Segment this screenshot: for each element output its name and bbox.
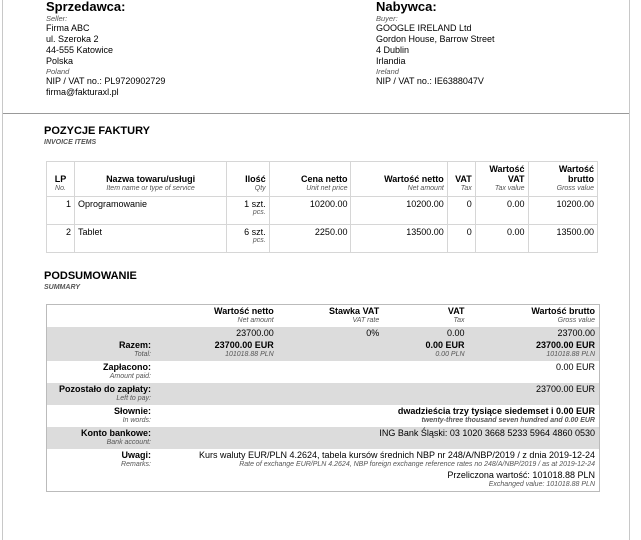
summary-bank-row <box>47 427 600 449</box>
sum-col-net: Wartość netto Net amount <box>214 306 274 324</box>
buyer-nip: NIP / VAT no.: IE6388047V <box>376 76 484 86</box>
sum-col-vat: VAT Tax <box>447 306 465 324</box>
rate-gross: 23700.00 <box>557 328 595 338</box>
row-lp: 1 <box>47 197 75 225</box>
seller-subtitle: Seller: <box>46 14 68 23</box>
table-row <box>47 197 598 225</box>
row-name: Oprogramowanie <box>74 197 226 225</box>
row-price: 10200.00 <box>269 197 351 225</box>
due-value: 23700.00 EUR <box>535 384 595 394</box>
row-vat-value: 0.00 <box>475 197 528 225</box>
seller-title: Sprzedawca: <box>46 0 126 14</box>
col-price: Cena netto Unit net price <box>269 162 351 197</box>
remarks-value: Kurs waluty EUR/PLN 4.2624, tabela kursów średnich NBP nr 248/A/NBP/2019 / z dnia 2019-12-24 Rate of exchange EUR/PLN 4.2624, NBP foreign exchange reference rates no 248/A/NBP/2019 / as at 2019-12-24 Przeliczona wartość: 101018.88 PLN Exchanged value: 101018.88 PLN <box>198 450 595 488</box>
seller-city: 44-555 Katowice <box>46 45 114 55</box>
summary-remarks-row <box>47 449 600 492</box>
sum-col-gross: Wartość brutto Gross value <box>531 306 595 324</box>
summary-total-row <box>47 339 600 361</box>
items-header-row <box>47 162 598 197</box>
row-vat: 0 <box>447 225 475 253</box>
seller-street: ul. Szeroka 2 <box>46 34 99 44</box>
row-net: 13500.00 <box>351 225 447 253</box>
col-qty: Ilość Qty <box>227 162 269 197</box>
buyer-title: Nabywca: <box>376 0 437 14</box>
remarks-label: Uwagi: Remarks: <box>121 450 151 468</box>
buyer-subtitle: Buyer: <box>376 14 398 23</box>
row-name: Tablet <box>74 225 226 253</box>
summary-header-row <box>47 305 600 328</box>
paid-value: 0.00 EUR <box>555 362 595 372</box>
rate-vat: 0.00 <box>447 328 465 338</box>
buyer-name: GOOGLE IRELAND Ltd <box>376 23 472 33</box>
buyer-street: Gordon House, Barrow Street <box>376 34 495 44</box>
buyer-block <box>376 0 495 87</box>
items-section-title: POZYCJE FAKTURY <box>44 125 150 137</box>
seller-country: Polska <box>46 56 74 66</box>
col-gross: Wartość brutto Gross value <box>528 162 597 197</box>
summary-paid-row <box>47 361 600 383</box>
summary-rate-row <box>47 327 600 339</box>
buyer-country: Irlandia <box>376 56 406 66</box>
words-label: Słownie: In words: <box>113 406 151 424</box>
summary-section-title: PODSUMOWANIE <box>44 270 137 282</box>
row-price: 2250.00 <box>269 225 351 253</box>
due-label: Pozostało do zapłaty: Left to pay: <box>58 384 151 402</box>
bank-value: ING Bank Śląski: 03 1020 3668 5233 5964 4860 0530 <box>379 428 595 438</box>
col-vat-value: Wartość VAT Tax value <box>475 162 528 197</box>
invoice-page <box>2 0 630 540</box>
words-value: dwadzieścia trzy tysiące siedemset i 0.00 EUR twenty-three thousand seven hundred and 0.00 EUR <box>397 406 595 424</box>
header-divider <box>3 113 629 114</box>
row-qty: 6 szt. pcs. <box>227 225 269 253</box>
paid-label: Zapłacono: Amount paid: <box>102 362 151 380</box>
col-name: Nazwa towaru/usługi Item name or type of service <box>74 162 226 197</box>
seller-email[interactable]: firma@fakturaxl.pl <box>46 87 119 97</box>
row-vat: 0 <box>447 197 475 225</box>
table-row <box>47 225 598 253</box>
summary-due-row <box>47 383 600 405</box>
rate-net: 23700.00 <box>236 328 274 338</box>
row-gross: 10200.00 <box>528 197 597 225</box>
seller-nip: NIP / VAT no.: PL9720902729 <box>46 76 166 86</box>
seller-country-en: Poland <box>46 67 70 76</box>
rate-rate: 0% <box>366 328 380 338</box>
bank-label: Konto bankowe: Bank account: <box>81 428 151 446</box>
row-vat-value: 0.00 <box>475 225 528 253</box>
col-net: Wartość netto Net amount <box>351 162 447 197</box>
col-lp: LP No. <box>47 162 75 197</box>
row-qty: 1 szt. pcs. <box>227 197 269 225</box>
seller-name: Firma ABC <box>46 23 90 33</box>
buyer-country-en: Ireland <box>376 67 399 76</box>
total-label: Razem: Total: <box>118 340 151 358</box>
items-section-subtitle: INVOICE ITEMS <box>44 139 97 146</box>
summary-words-row <box>47 405 600 427</box>
seller-block <box>46 0 165 98</box>
row-net: 10200.00 <box>351 197 447 225</box>
sum-col-rate: Stawka VAT VAT rate <box>329 306 380 324</box>
summary-table <box>46 304 600 492</box>
row-lp: 2 <box>47 225 75 253</box>
summary-section-subtitle: SUMMARY <box>44 284 81 291</box>
items-table <box>46 161 598 253</box>
total-gross: 23700.00 EUR 101018.88 PLN <box>535 340 595 358</box>
total-vat: 0.00 EUR 0.00 PLN <box>425 340 465 358</box>
buyer-city: 4 Dublin <box>376 45 410 55</box>
col-vat: VAT Tax <box>447 162 475 197</box>
total-net: 23700.00 EUR 101018.88 PLN <box>214 340 274 358</box>
row-gross: 13500.00 <box>528 225 597 253</box>
